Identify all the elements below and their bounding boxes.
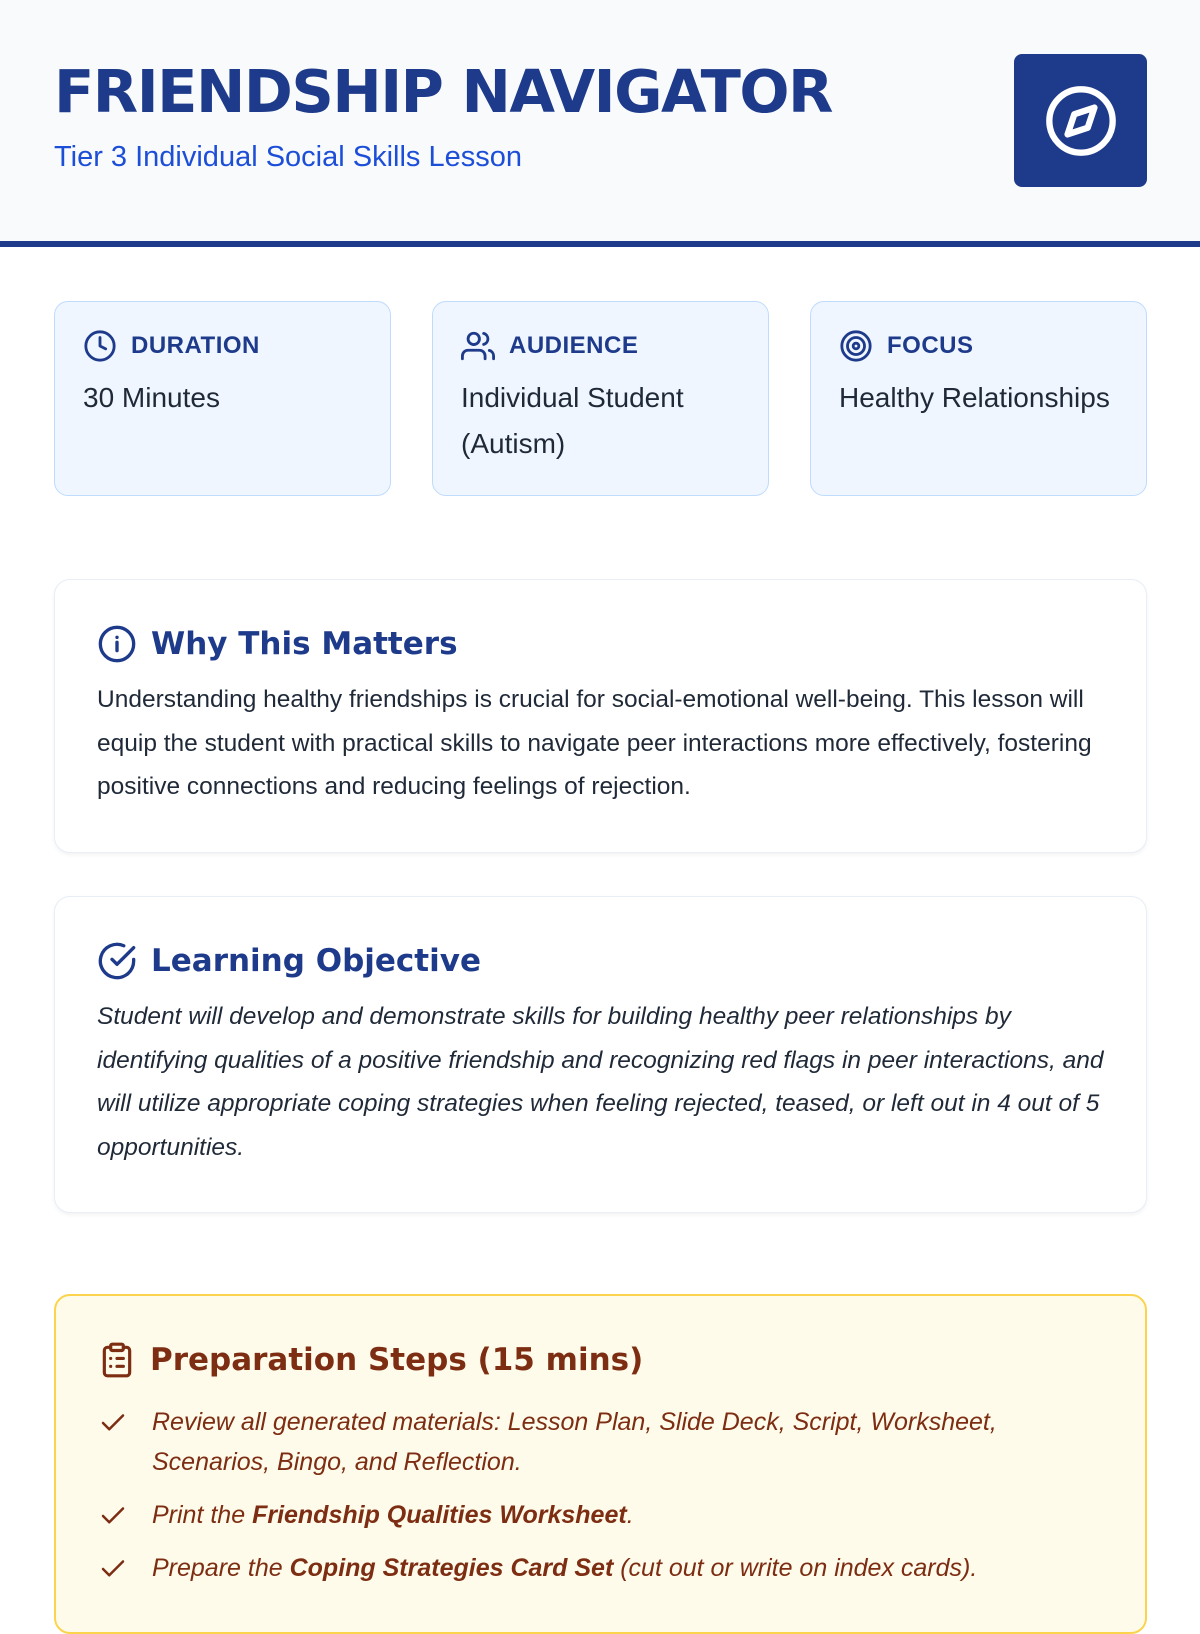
learning-objective-text: Student will develop and demonstrate skills for building healthy peer relationships by identifying qualities of a positive friendship and recognizing red flags in peer interactions, and will utilize appropriate coping strategies when feeling rejected, teased, or left out in 4 out of 5 opportunities.	[97, 1003, 1104, 1161]
preparation-steps-list	[98, 1402, 1103, 1588]
preparation-steps-card	[54, 1294, 1147, 1634]
clock-icon	[83, 329, 117, 363]
learning-objective-title: Learning Objective	[151, 943, 481, 979]
lesson-header	[0, 0, 1200, 247]
why-this-matters-card	[54, 579, 1147, 853]
page-subtitle: Tier 3 Individual Social Skills Lesson	[54, 141, 522, 173]
checkmark-icon	[98, 1408, 128, 1438]
target-icon	[839, 329, 873, 363]
page-title: FRIENDSHIP NAVIGATOR	[54, 57, 832, 126]
info-icon	[97, 624, 137, 664]
compass-icon	[1043, 83, 1119, 159]
prep-step-text: Prepare the Coping Strategies Card Set (cut out or write on index cards).	[152, 1554, 978, 1582]
focus-card	[810, 301, 1147, 496]
checkmark-icon	[98, 1501, 128, 1531]
list-item	[98, 1402, 1103, 1482]
list-item	[98, 1495, 1103, 1535]
focus-label: FOCUS	[887, 332, 974, 359]
users-icon	[461, 329, 495, 363]
prep-step-text: Review all generated materials: Lesson Plan, Slide Deck, Script, Worksheet, Scenarios, Bingo, and Reflection.	[152, 1408, 997, 1476]
list-item	[98, 1548, 1103, 1588]
prep-step-text: Print the Friendship Qualities Worksheet.	[152, 1501, 634, 1529]
why-this-matters-text: Understanding healthy friendships is crucial for social-emotional well-being. This lesson will equip the student with practical skills to navigate peer interactions more effectively, fostering positive connections and reducing feelings of rejection.	[97, 686, 1092, 800]
clipboard-icon	[98, 1341, 136, 1379]
logo-badge	[1014, 54, 1147, 187]
worksheet-name: Friendship Qualities Worksheet	[252, 1501, 627, 1529]
duration-value: 30 Minutes	[83, 382, 220, 413]
audience-value: Individual Student (Autism)	[461, 382, 684, 459]
learning-objective-card	[54, 896, 1147, 1213]
card-set-name: Coping Strategies Card Set	[289, 1554, 614, 1582]
audience-label: AUDIENCE	[509, 332, 639, 359]
checkmark-icon	[98, 1554, 128, 1584]
duration-card	[54, 301, 391, 496]
check-circle-icon	[97, 941, 137, 981]
why-this-matters-title: Why This Matters	[151, 626, 458, 662]
focus-value: Healthy Relationships	[839, 382, 1110, 413]
duration-label: DURATION	[131, 332, 260, 359]
audience-card	[432, 301, 769, 496]
preparation-steps-title: Preparation Steps (15 mins)	[150, 1342, 644, 1378]
